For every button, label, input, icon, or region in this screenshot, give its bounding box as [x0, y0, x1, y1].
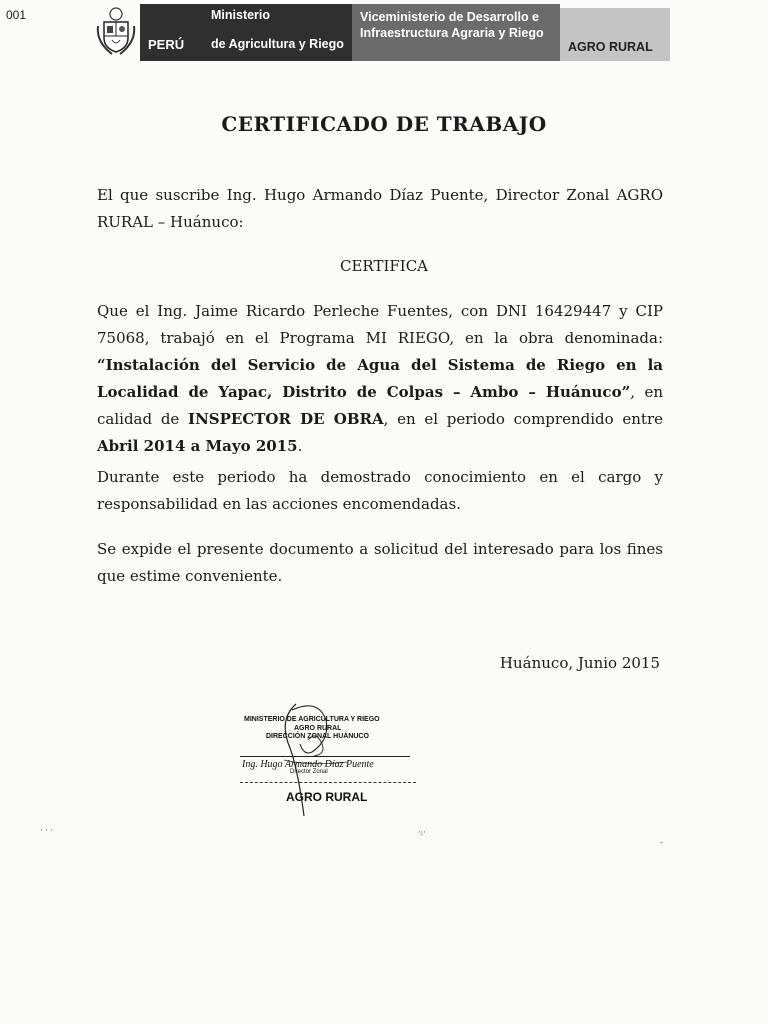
- signer-role: Director Zonal: [290, 769, 328, 775]
- signer-name: Ing. Hugo Armando Díaz Puente: [242, 759, 374, 770]
- header-ministry-line1: Ministerio: [211, 8, 271, 22]
- intro-paragraph: El que suscribe Ing. Hugo Armando Díaz Puente, Director Zonal AGRO RURAL – Huánuco:: [97, 186, 663, 231]
- header-vice-line1: Viceministerio de Desarrollo e: [360, 10, 540, 24]
- header-country: PERÚ: [148, 37, 185, 52]
- stamp-divider: [240, 756, 410, 757]
- stamp-agency: AGRO RURAL: [286, 790, 368, 804]
- header-agency: AGRO RURAL: [568, 40, 653, 54]
- stamp-direccion: DIRECCIÓN ZONAL HUÁNUCO: [266, 733, 369, 740]
- peru-coat-of-arms-icon: [92, 4, 140, 61]
- stamp-ministry: MINISTERIO DE AGRICULTURA Y RIEGO: [244, 716, 380, 723]
- p2-text-a: Que el Ing. Jaime Ricardo Perleche Fuentes, con DNI 16429447 y CIP 75068, trabajó en el Programa MI RIEGO, en la obra denominada:: [97, 302, 663, 347]
- closing-paragraph: Se expide el presente documento a solicitud del interesado para los fines que estime conveniente.: [97, 540, 663, 585]
- p2-end: .: [297, 437, 303, 455]
- scan-speck: · · ·: [40, 826, 53, 835]
- period: Abril 2014 a Mayo 2015: [97, 437, 298, 455]
- performance-paragraph: Durante este periodo ha demostrado conocimiento en el cargo y responsabilidad en las acciones encomendadas.: [97, 468, 663, 513]
- stamp-agro: AGRO RURAL: [294, 725, 342, 732]
- signature-stamp: [238, 700, 418, 820]
- project-name: “Instalación del Servicio de Agua del Sistema de Riego en la Localidad de Yapac, Distrito de Colpas – Ambo – Huánuco”: [97, 356, 663, 401]
- header-vice-line2: Infraestructura Agraria y Riego: [360, 26, 544, 40]
- scan-speck: -: [660, 838, 663, 847]
- p2-text-b: , en calidad de: [97, 383, 664, 428]
- page-number: 001: [6, 8, 27, 22]
- certifica-heading: CERTIFICA: [339, 257, 429, 275]
- place-date: Huánuco, Junio 2015: [499, 654, 660, 672]
- letterhead: [92, 4, 670, 61]
- document-title: CERTIFICADO DE TRABAJO: [221, 112, 547, 136]
- role: INSPECTOR DE OBRA: [188, 410, 384, 428]
- p2-text-c: , en el periodo comprendido entre: [383, 410, 664, 428]
- header-ministry-line2: de Agricultura y Riego: [211, 37, 344, 51]
- certification-paragraph: [97, 298, 663, 460]
- scan-speck: ·:·: [418, 828, 426, 837]
- signature-line: [240, 782, 416, 783]
